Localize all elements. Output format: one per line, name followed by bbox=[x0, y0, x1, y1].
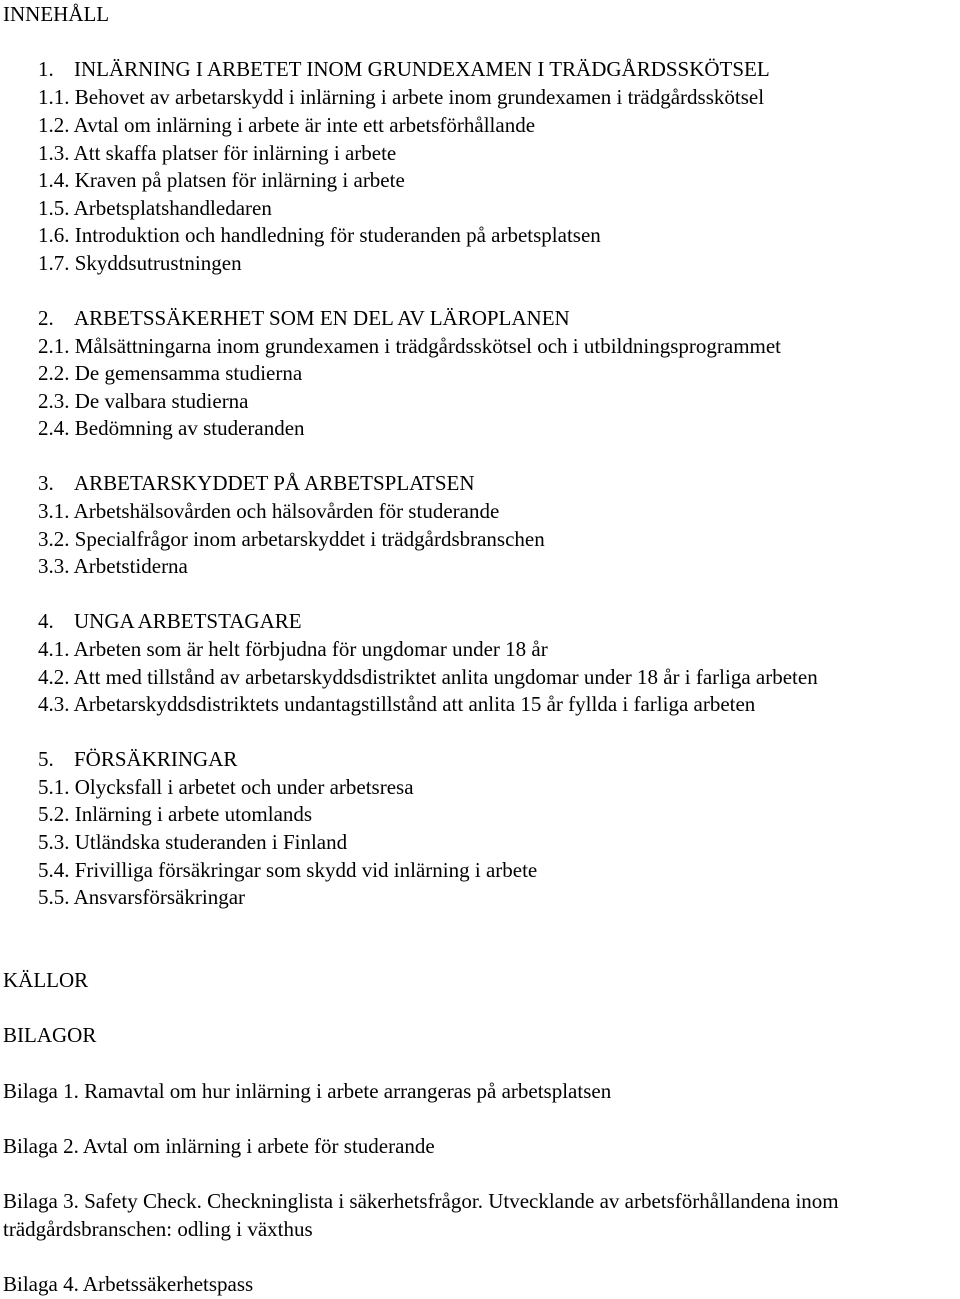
toc-item: 5.3. Utländska studeranden i Finland bbox=[38, 830, 348, 854]
sources-heading: KÄLLOR bbox=[3, 968, 89, 992]
section-heading bbox=[38, 608, 302, 636]
section-heading-text: FÖRSÄKRINGAR bbox=[74, 747, 238, 771]
toc-item: 2.4. Bedömning av studeranden bbox=[38, 416, 305, 440]
appendices-heading: BILAGOR bbox=[3, 1023, 97, 1047]
section-heading-text: ARBETSSÄKERHET SOM EN DEL AV LÄROPLANEN bbox=[74, 306, 570, 330]
toc-item: 4.1. Arbeten som är helt förbjudna för ungdomar under 18 år bbox=[38, 637, 548, 661]
section-number: 3. bbox=[38, 471, 54, 495]
toc-item: 1.4. Kraven på platsen för inlärning i arbete bbox=[38, 168, 405, 192]
toc-item: 1.5. Arbetsplatshandledaren bbox=[38, 196, 272, 220]
toc-item: 4.3. Arbetarskyddsdistriktets undantagstillstånd att anlita 15 år fyllda i farliga arbeten bbox=[38, 692, 756, 716]
toc-item: 2.2. De gemensamma studierna bbox=[38, 361, 303, 385]
section-heading bbox=[38, 56, 770, 84]
section-number: 4. bbox=[38, 609, 54, 633]
appendix-item: Bilaga 2. Avtal om inlärning i arbete för studerande bbox=[3, 1134, 435, 1158]
toc-item: 3.3. Arbetstiderna bbox=[38, 554, 188, 578]
section-number: 1. bbox=[38, 57, 54, 81]
appendix-item: Bilaga 4. Arbetssäkerhetspass bbox=[3, 1272, 254, 1296]
toc-item: 1.3. Att skaffa platser för inlärning i arbete bbox=[38, 141, 397, 165]
toc-item: 5.2. Inlärning i arbete utomlands bbox=[38, 802, 313, 826]
toc-item: 1.2. Avtal om inlärning i arbete är inte ett arbetsförhållande bbox=[38, 113, 536, 137]
toc-item: 1.1. Behovet av arbetarskydd i inlärning i arbete inom grundexamen i trädgårdsskötsel bbox=[38, 85, 765, 109]
toc-item: 1.7. Skyddsutrustningen bbox=[38, 251, 242, 275]
page-title: INNEHÅLL bbox=[3, 2, 110, 26]
toc-item: 5.1. Olycksfall i arbetet och under arbetsresa bbox=[38, 775, 414, 799]
section-heading-text: UNGA ARBETSTAGARE bbox=[74, 609, 302, 633]
appendix-item: Bilaga 3. Safety Check. Checkninglista i säkerhetsfrågor. Utvecklande av arbetsförhållandena inom bbox=[3, 1189, 839, 1213]
toc-item: 5.5. Ansvarsförsäkringar bbox=[38, 885, 246, 909]
appendix-item: Bilaga 1. Ramavtal om hur inlärning i arbete arrangeras på arbetsplatsen bbox=[3, 1079, 612, 1103]
section-heading bbox=[38, 305, 570, 333]
toc-item: 3.1. Arbetshälsovården och hälsovården för studerande bbox=[38, 499, 500, 523]
section-number: 2. bbox=[38, 306, 54, 330]
section-number: 5. bbox=[38, 747, 54, 771]
toc-item: 3.2. Specialfrågor inom arbetarskyddet i trädgårdsbranschen bbox=[38, 527, 545, 551]
section-heading-text: INLÄRNING I ARBETET INOM GRUNDEXAMEN I TRÄDGÅRDSSKÖTSEL bbox=[74, 57, 770, 81]
toc-item: 5.4. Frivilliga försäkringar som skydd vid inlärning i arbete bbox=[38, 858, 538, 882]
toc-item: 1.6. Introduktion och handledning för studeranden på arbetsplatsen bbox=[38, 223, 601, 247]
section-heading bbox=[38, 746, 237, 774]
section-heading bbox=[38, 470, 475, 498]
section-heading-text: ARBETARSKYDDET PÅ ARBETSPLATSEN bbox=[74, 471, 475, 495]
toc-item: 2.1. Målsättningarna inom grundexamen i trädgårdsskötsel och i utbildningsprogrammet bbox=[38, 334, 782, 358]
toc-item: 4.2. Att med tillstånd av arbetarskyddsdistriktet anlita ungdomar under 18 år i farliga arbeten bbox=[38, 665, 818, 689]
appendix-item-continuation: trädgårdsbranschen: odling i växthus bbox=[3, 1217, 313, 1241]
toc-item: 2.3. De valbara studierna bbox=[38, 389, 249, 413]
